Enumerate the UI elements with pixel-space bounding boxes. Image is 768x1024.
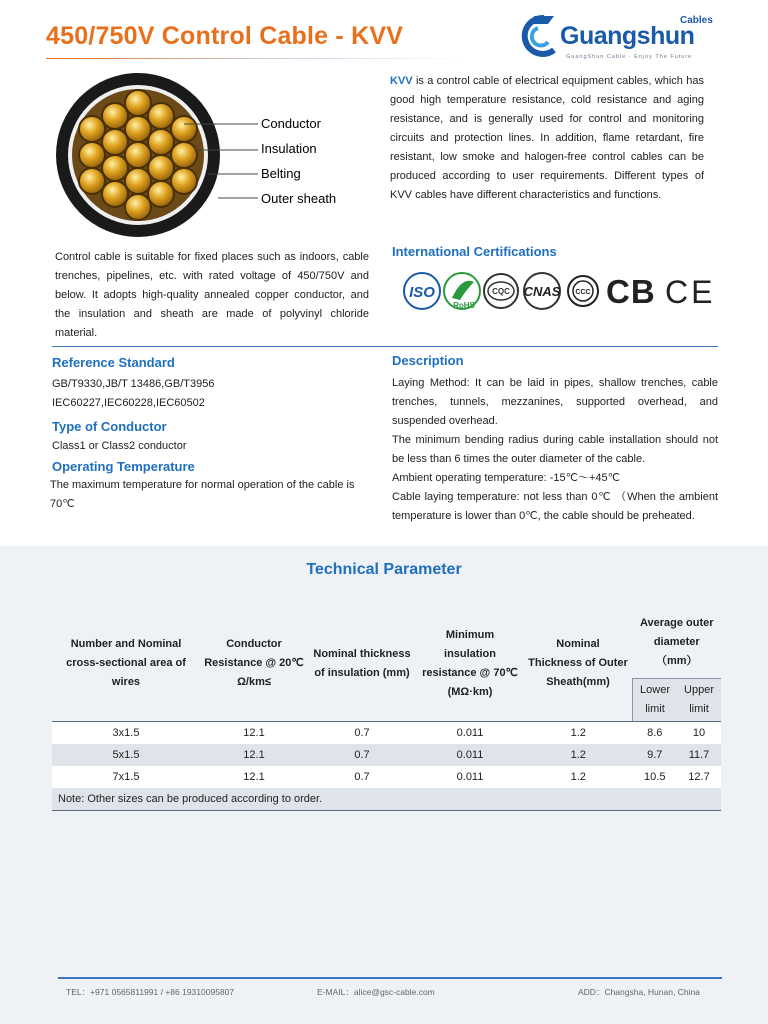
reference-standard-line-1: GB/T9330,JB/T 13486,GB/T3956 — [52, 378, 215, 390]
operating-temperature-heading: Operating Temperature — [52, 459, 195, 474]
cell-size: 7x1.5 — [112, 771, 140, 783]
table-row — [52, 766, 721, 788]
reference-standard-heading: Reference Standard — [52, 355, 175, 370]
cell-lower: 10.5 — [644, 771, 666, 783]
cell-ins-resistance: 0.011 — [456, 771, 484, 783]
title-divider — [46, 58, 466, 59]
footer-email[interactable]: E-MAIL：alice@gsc-cable.com — [317, 987, 435, 997]
usage-paragraph: Control cable is suitable for fixed places such as indoors, cable trenches, pipelines, etc. with rated voltage of 450/750V and below. It adopts high-quality annealed copper conductor, and the insulation and sheath are made of polyvinyl chloride material. — [55, 251, 369, 339]
cell-size: 3x1.5 — [112, 727, 140, 739]
page-title: 450/750V Control Cable - KVV — [46, 22, 404, 50]
cert-ccc-label: CCC — [575, 289, 591, 296]
rohs-icon — [444, 273, 480, 310]
col-size-header: Number and Nominal cross-sectional area of wires — [66, 638, 186, 688]
certifications-heading: International Certifications — [392, 244, 557, 259]
cable-cross-section-diagram — [54, 70, 354, 240]
label-conductor: Conductor — [261, 116, 321, 131]
cell-lower: 8.6 — [647, 727, 663, 739]
kvv-highlight: KVV — [390, 75, 413, 87]
cell-size: 5x1.5 — [112, 749, 140, 761]
iso-icon — [404, 273, 440, 309]
label-belting: Belting — [261, 166, 301, 181]
cert-cnas-label: CNAS — [523, 284, 561, 299]
col-upper-limit-header: Upper limit — [677, 679, 721, 722]
footer-tel: TEL：+971 0565811991 / +86 19310095807 — [66, 987, 235, 997]
table-note-row — [52, 788, 721, 811]
table-row — [52, 744, 721, 766]
cell-resistance: 12.1 — [243, 727, 265, 739]
description-laying-temp: Cable laying temperature: not less than 0℃ （When the ambient temperature is lower than 0℃, the cable should be preheated. — [392, 491, 718, 522]
ccc-icon — [568, 276, 598, 306]
technical-heading: Technical Parameter — [306, 561, 462, 578]
cert-ce-label: CE — [665, 274, 716, 310]
cell-upper: 12.7 — [688, 771, 710, 783]
conductor-type-heading: Type of Conductor — [52, 419, 167, 434]
cert-iso-label: ISO — [409, 284, 435, 301]
label-insulation: Insulation — [261, 141, 317, 156]
cell-resistance: 12.1 — [243, 771, 265, 783]
reference-standard-line-2: IEC60227,IEC60228,IEC60502 — [52, 397, 205, 409]
intro-paragraph — [390, 72, 704, 205]
col-lower-limit-header: Lower limit — [633, 679, 678, 722]
cell-ins-resistance: 0.011 — [456, 749, 484, 761]
footer-address: ADD：Changsha, Hunan, China — [578, 987, 700, 997]
cell-upper: 10 — [692, 727, 706, 739]
cell-sheath: 1.2 — [570, 727, 586, 739]
cell-ins-resistance: 0.011 — [456, 727, 484, 739]
col-insulation-header: Nominal thickness of insulation (mm) — [313, 647, 411, 679]
brand-tagline: GuangShun Cable · Enjoy The Future — [566, 54, 693, 60]
operating-temperature-text: The maximum temperature for normal operation of the cable is 70℃ — [50, 479, 355, 510]
cell-resistance: 12.1 — [243, 749, 265, 761]
cell-lower: 9.7 — [647, 749, 663, 761]
certification-logos — [400, 268, 720, 314]
cert-rohs-label: RoHS — [453, 301, 475, 310]
section-divider — [52, 346, 718, 347]
cert-cqc-label: CQC — [492, 287, 510, 296]
conductor-type-text: Class1 or Class2 conductor — [52, 440, 187, 452]
footer-divider — [58, 977, 722, 979]
cell-sheath: 1.2 — [570, 749, 586, 761]
cell-insulation: 0.7 — [354, 727, 370, 739]
cnas-icon — [524, 273, 561, 309]
table-note: Note: Other sizes can be produced according to order. — [52, 788, 721, 811]
table-row — [52, 722, 721, 744]
description-bending: The minimum bending radius during cable installation should not be less than 6 times the outer diameter of the cable. — [392, 434, 718, 465]
col-ins-resistance-header: Minimum insulation resistance @ 70℃(MΩ·km) — [422, 628, 518, 698]
description-laying: Laying Method: It can be laid in pipes, shallow trenches, cable trenches, tunnels, mezzanines, supported overhead, and suspended overhead. — [392, 377, 718, 427]
cell-sheath: 1.2 — [570, 771, 586, 783]
cell-insulation: 0.7 — [354, 771, 370, 783]
brand-suffix: Cables — [680, 15, 713, 26]
cert-cb-label: CB — [606, 273, 656, 310]
cqc-icon — [484, 274, 518, 308]
label-outer-sheath: Outer sheath — [261, 191, 337, 206]
col-diameter-header: Average outer diameter（mm） — [639, 616, 714, 667]
description-ambient: Ambient operating temperature: -15℃～+45℃ — [392, 472, 621, 484]
description-body — [392, 374, 718, 526]
description-heading: Description — [392, 353, 464, 368]
cell-insulation: 0.7 — [354, 749, 370, 761]
intro-text: is a control cable of electrical equipment cables, which has good high temperature resistance, cold resistance and aging resistance, and is generally used for control and monitoring circuits and protection lines. In addition, flame retardant, fire resistant, low smoke and halogen-free control cables can be produced according to user requirements. Different types of KVV cables have different characteristics and functions. — [390, 75, 704, 201]
col-sheath-header: Nominal Thickness of Outer Sheath(mm) — [528, 638, 628, 688]
brand-name: Guangshun — [560, 22, 695, 50]
col-resistance-header: Conductor Resistance @ 20℃ Ω/km≤ — [204, 638, 304, 688]
technical-parameter-table — [52, 606, 721, 811]
cell-upper: 11.7 — [688, 749, 710, 761]
